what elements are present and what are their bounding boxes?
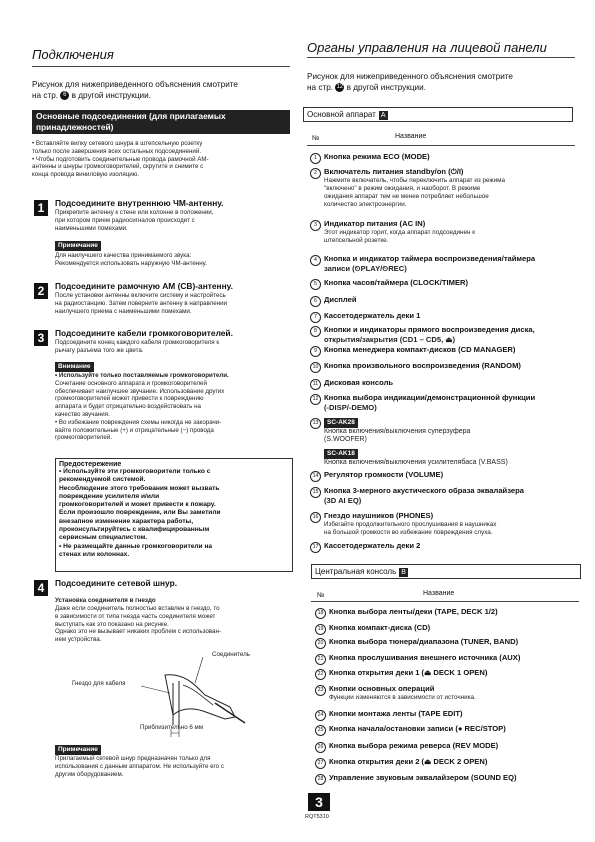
- step-3-title: Подсоедините кабели громкоговорителей.: [55, 328, 233, 338]
- bullet-line: • Вставляйте вилку сетевого шнура в штепсельную розетку: [32, 140, 203, 147]
- col-header-name: Название: [423, 590, 455, 597]
- step-4-note: [55, 755, 295, 778]
- page-ref-badge: 6: [60, 91, 69, 100]
- item-label: Кнопка и индикатор таймера воспроизведения/таймера: [324, 254, 536, 263]
- item-desc: [324, 496, 582, 506]
- caution-line: аппарата и будет отрицательно воздействовать на: [55, 403, 201, 411]
- figure-label-approx: Приблизительно 6 мм: [140, 724, 204, 731]
- item-desc-line: количество электроэнергии.: [324, 201, 407, 208]
- item-number: 14: [310, 471, 321, 482]
- item-desc: [324, 264, 582, 274]
- item-label: Кнопки монтажа ленты (TAPE EDIT): [329, 709, 463, 718]
- intro-line: в другой инструкции.: [71, 90, 151, 100]
- item-label: Кнопка выбора тюнера/диапазона (TUNER, BAND): [329, 637, 519, 646]
- step-4-title: Подсоедините сетевой шнур.: [55, 578, 178, 588]
- warning-line: внезапное изменение характера работы,: [59, 517, 194, 525]
- item-number: 13: [310, 418, 321, 429]
- item-number: 27: [315, 758, 326, 769]
- intro-text: [307, 72, 577, 93]
- bullet-line: конца провода виниловую изоляцию.: [32, 171, 140, 179]
- item-label: Гнездо наушников (PHONES): [324, 511, 434, 520]
- warning-line: • Не размещайте данные громкоговорители на: [59, 542, 213, 550]
- item-label: Кассетодержатель деки 2: [324, 541, 421, 550]
- step-3-caution: [55, 372, 295, 442]
- model-tag: SC-AK18: [324, 449, 358, 459]
- item-label: Индикатор питания (AC IN): [324, 219, 426, 228]
- item-number: 21: [315, 654, 326, 665]
- caution-line: обеспечивает наилучшее звучание. Использование других: [55, 387, 225, 395]
- item-label: Дисплей: [324, 295, 357, 304]
- item-desc-line: (-DISP/-DEMO): [324, 403, 377, 412]
- item-number: 15: [310, 487, 321, 498]
- item-number: 3: [310, 220, 321, 231]
- step-text-line: выступать как это показано на рисунке.: [55, 620, 169, 628]
- item-label: Кассетодержатель деки 1: [324, 311, 421, 320]
- page-number: 3: [308, 793, 330, 811]
- warning-line: сервисным специалистом.: [59, 534, 148, 542]
- item-number: 20: [315, 638, 326, 649]
- step-text-line: Подсоедините конец каждого кабеля громкоговорителя к: [55, 339, 220, 346]
- step-text-line: наилучшего приема с наименьшими помехами.: [55, 307, 192, 315]
- item-desc: [324, 403, 582, 413]
- step-1-note: [55, 252, 295, 268]
- step-1-number: 1: [34, 200, 48, 216]
- item-label: Кнопки основных операций: [329, 684, 435, 693]
- step-text-line: рычагу разъема того же цвета.: [55, 346, 144, 354]
- model-text-line: Кнопка включения/выключения суперзуфера: [324, 428, 471, 435]
- caution-line: вайте положительные (+) и отрицательные (−) провода: [55, 426, 214, 434]
- step-text-line: Прикрепите антенну к стене или колонне в положении,: [55, 209, 214, 216]
- item-number: 16: [310, 512, 321, 523]
- note-line: Для наилучшего качества принимаемого звука:: [55, 252, 192, 259]
- caution-line: громкоговорителей.: [55, 434, 112, 442]
- model-1-text: [324, 428, 579, 444]
- item-number: 10: [310, 362, 321, 373]
- item-label: Кнопка режима ECO (MODE): [324, 152, 430, 161]
- title-rule: [32, 66, 290, 67]
- note-line: использования с данным аппаратом. Не используйте его с: [55, 762, 224, 770]
- item-number: 24: [315, 710, 326, 721]
- band-line: принадлежностей): [36, 122, 114, 132]
- caution-line: качество звучания.: [55, 410, 110, 418]
- item-number: 8: [310, 326, 321, 337]
- box-label: Центральная консоль: [315, 567, 397, 576]
- item-number: 2: [310, 168, 321, 179]
- warning-box: [55, 458, 293, 572]
- item-number: 23: [315, 685, 326, 696]
- item-number: 28: [315, 774, 326, 785]
- step-2-number: 2: [34, 283, 48, 299]
- item-label: Управление звуковым эквалайзером (SOUND EQ): [329, 773, 517, 782]
- item-label: Кнопка выбора индикации/демонстрационной функции: [324, 393, 536, 402]
- step-4-number: 4: [34, 580, 48, 596]
- item-number: 4: [310, 255, 321, 266]
- center-console-box: [311, 564, 581, 579]
- warning-line: • Используйте эти громкоговорители только с: [59, 468, 211, 475]
- item-label: Кнопка часов/таймера (CLOCK/TIMER): [324, 278, 469, 287]
- step-text-line: Однако это не вызывает никаких проблем с использован-: [55, 628, 221, 636]
- box-badge: B: [401, 569, 406, 576]
- page-ref-badge: 12: [336, 83, 344, 90]
- step-3-text: [55, 339, 295, 355]
- step-4-text: [55, 605, 295, 644]
- item-label: Включатель питания standby/on (⏻/I): [324, 167, 464, 176]
- item-label: Дисковая консоль: [324, 378, 394, 387]
- step-2-text: [55, 292, 295, 315]
- item-label: Кнопка 3-мерного акустического образа эквалайзера: [324, 486, 524, 495]
- step-text-line: в зависимости от типа гнезда часть соединителя может: [55, 612, 216, 620]
- step-4-subtitle: Установка соединителя в гнездо: [55, 597, 156, 604]
- section-band: [32, 110, 290, 134]
- warning-heading: Предостережение: [59, 461, 122, 468]
- item-desc-line: (3D AI EQ): [324, 496, 362, 505]
- item-desc-line: ожидания аппарат тем не менее потребляет небольшое: [324, 193, 489, 200]
- item-desc-line: Нажмите включатель, чтобы переключить аппарат из режима: [324, 177, 505, 184]
- caution-tag: Внимание: [55, 362, 94, 372]
- bullet-line: антенны и шнуры громкоговорителей, скрутите и снимите с: [32, 163, 204, 171]
- intro-line: Рисунок для нижеприведенного объяснения смотрите: [32, 80, 238, 89]
- item-desc: [324, 229, 582, 245]
- note-line: другим оборудованием.: [55, 770, 124, 778]
- item-desc-line: штепсельной розетке.: [324, 237, 389, 244]
- box-label: Основной аппарат: [307, 110, 376, 119]
- item-number: 1: [310, 153, 321, 164]
- item-desc-line: Функции изменяются в зависимости от источника.: [329, 694, 476, 701]
- item-desc-line: на большой громкости во избежание повреждения слуха.: [324, 529, 493, 536]
- warning-line: Если произошло повреждение, или Вы заметили: [59, 509, 221, 517]
- intro-line: на стр.: [32, 90, 59, 100]
- bullet-line: только после завершения всех остальных подсоединений.: [32, 147, 202, 155]
- model-text-line: Кнопка включения/выключения усилителябаса (V.BASS): [324, 459, 508, 466]
- warning-line: Несоблюдение этого требования может вызвать: [59, 484, 220, 492]
- step-text-line: при котором прием радиосигналов происходит с: [55, 216, 195, 224]
- item-label: Кнопка начала/остановки записи (● REC/STOP): [329, 724, 506, 733]
- doc-code: RQT5310: [305, 814, 329, 820]
- step-text-line: Даже если соединитель полностью вставлен в гнездо, то: [55, 605, 220, 612]
- item-label: Кнопка менеджера компакт-дисков (CD MANAGER): [324, 345, 516, 354]
- item-number: 7: [310, 312, 321, 323]
- step-1-title: Подсоедините внутреннюю ЧМ-антенну.: [55, 198, 224, 208]
- intro-line: Рисунок для нижеприведенного объяснения смотрите: [307, 72, 513, 81]
- item-label: Кнопка прослушивания внешнего источника (AUX): [329, 653, 521, 662]
- item-desc-line: открытия/закрытия (CD1 – CD5, ⏏): [324, 335, 456, 344]
- item-label: Кнопка выбора ленты/деки (TAPE, DECK 1/2): [329, 607, 498, 616]
- col-header-no: №: [317, 592, 325, 599]
- item-number: 5: [310, 279, 321, 290]
- caution-line: Сочетание основного аппарата и громкоговорителей: [55, 379, 207, 387]
- warning-line: рекомендуемой системой.: [59, 476, 146, 484]
- item-number: 22: [315, 669, 326, 680]
- step-text-line: на радиостанцию. Затем поверните антенну в направлении: [55, 299, 228, 307]
- figure-label-jack: Гнездо для кабеля: [72, 680, 126, 687]
- item-number: 11: [310, 379, 321, 390]
- item-label: Регулятор громкости (VOLUME): [324, 470, 444, 479]
- section-title-controls: Органы управления на лицевой панели: [307, 40, 547, 55]
- item-label: Кнопки и индикаторы прямого воспроизведения диска,: [324, 325, 535, 334]
- item-number: 18: [315, 608, 326, 619]
- col-header-no: №: [312, 135, 320, 142]
- model-tag: SC-AK28: [324, 418, 358, 428]
- step-2-title: Подсоедините рамочную АМ (СВ)-антенну.: [55, 281, 233, 291]
- item-desc-line: записи (⏲PLAY/⏲REC): [324, 264, 407, 273]
- item-number: 9: [310, 346, 321, 357]
- warning-line: повреждение усилителя и/или: [59, 492, 160, 500]
- title-rule: [307, 57, 575, 58]
- step-1-text: [55, 209, 295, 232]
- note-line: Рекомендуется использовать наружную ЧМ-антенну.: [55, 259, 207, 267]
- item-label: Кнопка выбора режима реверса (REV MODE): [329, 741, 499, 750]
- note-line: Прилагаемый сетевой шнур предназначен только для: [55, 755, 211, 762]
- model-text-line: (S.WOOFER): [324, 435, 367, 443]
- item-number: 17: [310, 542, 321, 553]
- section-title-connections: Подключения: [32, 47, 114, 62]
- warning-line: громкоговорителей и может привести к пожару.: [59, 501, 216, 509]
- item-label: Кнопка открытия деки 2 (⏏ DECK 2 OPEN): [329, 757, 488, 766]
- model-2-text: [324, 459, 579, 467]
- caution-line: • Используйте только поставляемые громкоговорители.: [55, 372, 229, 379]
- bullet-line: • Чтобы подготовить соединительные провода рамочной АМ-: [32, 155, 209, 163]
- item-number: 25: [315, 725, 326, 736]
- step-text-line: После установки антенны включите систему и настройтесь: [55, 292, 226, 299]
- item-label: Кнопка компакт-диска (CD): [329, 623, 431, 632]
- item-desc: [324, 335, 582, 345]
- col-header-name: Название: [395, 133, 427, 140]
- caution-line: громкоговорителей может привести к повреждению: [55, 395, 204, 403]
- band-line: Основные подсоединения (для прилагаемых: [36, 111, 226, 121]
- note-tag: Примечание: [55, 241, 101, 251]
- item-number: 19: [315, 624, 326, 635]
- item-desc: [324, 521, 582, 537]
- header-rule: [307, 145, 575, 146]
- header-rule: [311, 601, 579, 602]
- item-label: Кнопка открытия деки 1 (⏏ DECK 1 OPEN): [329, 668, 488, 677]
- item-number: 12: [310, 394, 321, 405]
- item-desc-line: "включено" в режим ожидания, и наоборот. В режиме: [324, 185, 481, 192]
- item-label: Кнопка произвольного воспроизведения (RANDOM): [324, 361, 521, 370]
- item-desc: [329, 694, 587, 702]
- step-text-line: ием устройства.: [55, 636, 102, 644]
- main-unit-box: [303, 107, 573, 122]
- item-desc: [324, 177, 582, 209]
- intro-text: [32, 80, 292, 101]
- box-badge: A: [380, 112, 386, 119]
- intro-line: на стр.: [307, 82, 334, 92]
- bullets: [32, 140, 294, 179]
- item-number: 26: [315, 742, 326, 753]
- item-number: 6: [310, 296, 321, 307]
- warning-line: стенах или колоннах.: [59, 550, 130, 558]
- step-3-number: 3: [34, 330, 48, 346]
- intro-line: в другой инструкции.: [346, 82, 426, 92]
- step-text-line: наименьшими помехами.: [55, 224, 128, 232]
- item-desc-line: Избегайте продолжительного прослушивания в наушниках: [324, 521, 497, 528]
- figure-label-connector: Соединитель: [212, 651, 250, 658]
- caution-line: • Во избежание повреждения схемы никогда не закорачи-: [55, 418, 222, 426]
- item-desc-line: Этот индикатор горит, когда аппарат подсоединен к: [324, 229, 475, 236]
- note-tag: Примечание: [55, 745, 101, 755]
- warning-line: проконсультируйтесь с квалифицированным: [59, 526, 210, 534]
